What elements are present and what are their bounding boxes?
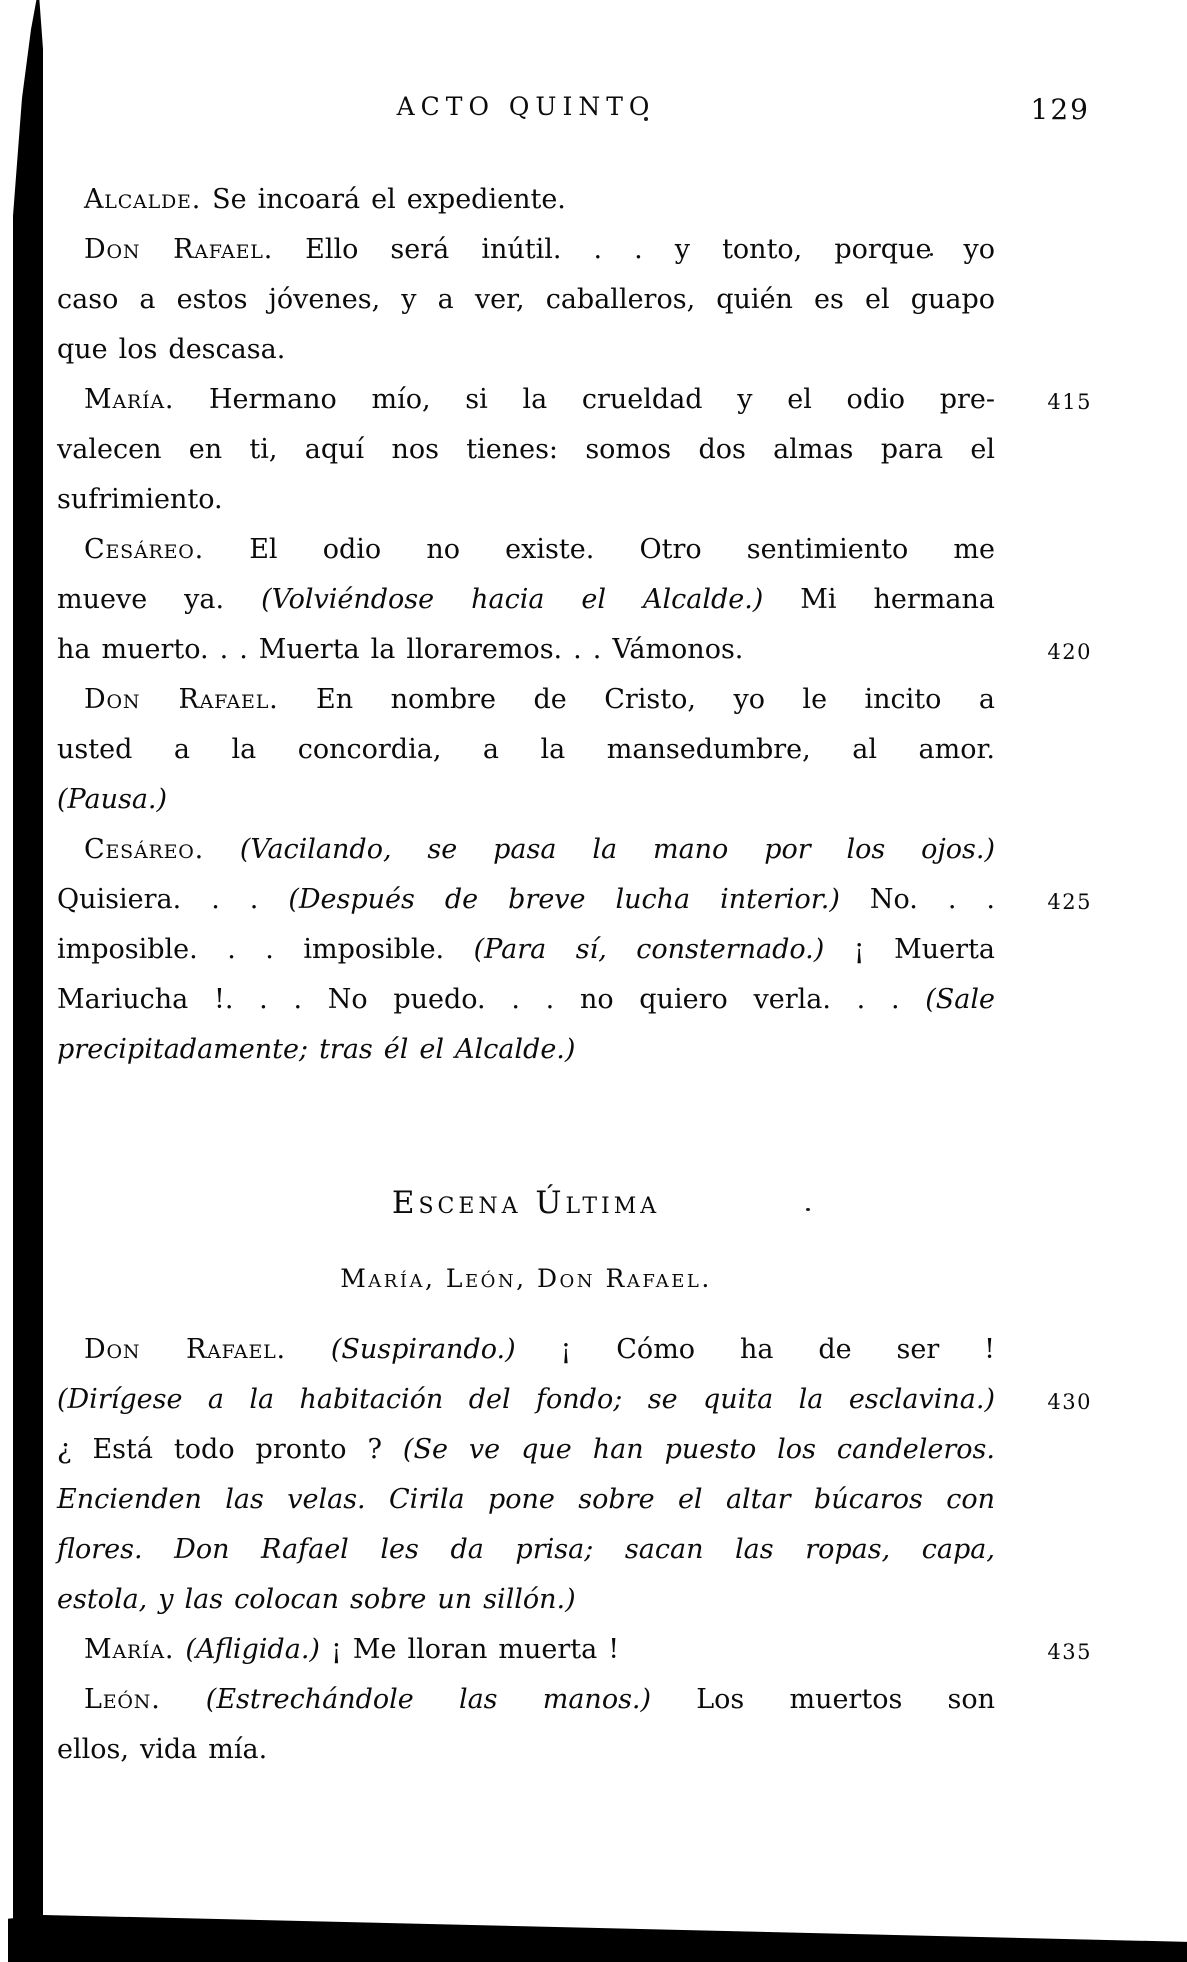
dialogue-text: valecen en ti, aquí nos tienes: somos dos almas para el: [57, 434, 995, 465]
text-line: [57, 1432, 995, 1468]
dialogue-text: Mi hermana: [763, 584, 995, 615]
dialogue-text: Los muertos son: [651, 1684, 995, 1715]
text-line: [57, 1582, 995, 1618]
dialogue-text: No. . .: [839, 884, 995, 915]
verse-line-number: 425: [1047, 890, 1092, 914]
text-line: [57, 1382, 995, 1418]
text-line: [57, 332, 995, 368]
speaker-name: Don Rafael.: [84, 1334, 286, 1365]
verse-line-number: 415: [1047, 390, 1092, 414]
dialogue-text: ¡ Muerta: [824, 934, 995, 965]
verse-line-number: 435: [1047, 1640, 1092, 1664]
dialogue-text: En nombre de Cristo, yo le incito a: [278, 684, 995, 715]
text-line: [57, 782, 995, 818]
scene-character-list: María, León, Don Rafael.: [340, 1264, 712, 1293]
text-line: [57, 1682, 995, 1718]
text-line: [57, 1032, 995, 1068]
text-line: [57, 582, 995, 618]
text-line: [57, 1732, 995, 1768]
text-line: [57, 982, 995, 1018]
text-line: [57, 1332, 995, 1368]
dialogue-text: caso a estos jóvenes, y a ver, caballeros, quién es el guapo: [57, 284, 995, 315]
speaker-name: Don Rafael.: [84, 684, 279, 715]
verse-line-number: 430: [1047, 1390, 1092, 1414]
scene-heading: Escena Última: [391, 1185, 661, 1221]
stage-direction: (Pausa.): [57, 784, 168, 815]
stage-direction: (Estrechándole las manos.): [205, 1684, 652, 1715]
text-line: [57, 1482, 995, 1518]
page-number: 129: [1030, 93, 1090, 126]
stage-direction: (Volviéndose hacia el Alcalde.): [261, 584, 764, 615]
dialogue-text: mueve ya.: [57, 584, 262, 615]
dialogue-text: ¡ Cómo ha de ser !: [515, 1334, 995, 1365]
stage-direction: (Sale: [925, 984, 995, 1015]
text-line: [57, 882, 995, 918]
stage-direction: (Suspirando.): [330, 1334, 516, 1365]
binding-shadow-artifact: [13, 0, 43, 1962]
verse-line-number: 420: [1047, 640, 1092, 664]
speaker-name: Alcalde.: [84, 184, 202, 215]
text-line: [57, 282, 995, 318]
dialogue-text: Quisiera. . .: [57, 884, 289, 915]
text-line: [57, 732, 995, 768]
text-line: [57, 832, 995, 868]
dialogue-text: imposible. . . imposible.: [57, 934, 474, 965]
stage-direction: (Afligida.): [185, 1634, 320, 1665]
running-head-act-title: ACTO QUINTO: [396, 92, 656, 121]
text-line: [57, 632, 995, 668]
speaker-name: María.: [84, 384, 175, 415]
dialogue-text: El odio no existe. Otro sentimiento me: [204, 534, 995, 565]
stage-direction: (Dirígese a la habitación del fondo; se quita la esclavina.): [57, 1384, 995, 1415]
text-line: [57, 432, 995, 468]
dialogue-text: ellos, vida mía.: [57, 1734, 268, 1765]
dialogue-text: Mariucha !. . . No puedo. . . no quiero verla. . .: [57, 984, 926, 1015]
text-line: [57, 1532, 995, 1568]
text-line: [57, 482, 995, 518]
speaker-name: León.: [84, 1684, 161, 1715]
dialogue-text: sufrimiento.: [57, 484, 223, 515]
dialogue-text: ¿ Está todo pronto ?: [57, 1434, 403, 1465]
dialogue-text: [286, 1334, 331, 1365]
text-line: [57, 1632, 995, 1668]
dialogue-text: que los descasa.: [57, 334, 286, 365]
stage-direction: precipitadamente; tras él el Alcalde.): [57, 1034, 576, 1065]
text-line: [57, 232, 995, 268]
text-line: [57, 682, 995, 718]
stage-direction: (Se ve que han puesto los candeleros.: [402, 1434, 995, 1465]
text-line: [57, 182, 995, 218]
stage-direction: (Vacilando, se pasa la mano por los ojos.): [239, 834, 996, 865]
stage-direction: (Para sí, consternado.): [473, 934, 825, 965]
dialogue-text: [204, 834, 240, 865]
text-line: [57, 932, 995, 968]
dialogue-text: usted a la concordia, a la mansedumbre, al amor.: [57, 734, 995, 765]
dialogue-text: [174, 1634, 185, 1665]
stage-direction: estola, y las colocan sobre un sillón.): [57, 1584, 576, 1615]
text-line: [57, 532, 995, 568]
text-line: [57, 382, 995, 418]
dialogue-text: Se incoará el expediente.: [201, 184, 566, 215]
speaker-name: Cesáreo.: [84, 834, 204, 865]
dialogue-text: Hermano mío, si la crueldad y el odio pre-: [174, 384, 995, 415]
dialogue-text: [161, 1684, 206, 1715]
stage-direction: (Después de breve lucha interior.): [288, 884, 840, 915]
speaker-name: Cesáreo.: [84, 534, 204, 565]
dialogue-text: ha muerto. . . Muerta la lloraremos. . . Vámonos.: [57, 634, 744, 665]
speaker-name: Don Rafael.: [84, 234, 274, 265]
dialogue-text: Ello será inútil. . . y tonto, porque yo: [273, 234, 995, 265]
speaker-name: María.: [84, 1634, 175, 1665]
stage-direction: flores. Don Rafael les da prisa; sacan las ropas, capa,: [57, 1534, 995, 1565]
dialogue-text: ¡ Me lloran muerta !: [319, 1634, 620, 1665]
stage-direction: Encienden las velas. Cirila pone sobre el altar búcaros con: [57, 1484, 995, 1515]
scan-edge-artifact: [8, 1914, 1187, 1962]
